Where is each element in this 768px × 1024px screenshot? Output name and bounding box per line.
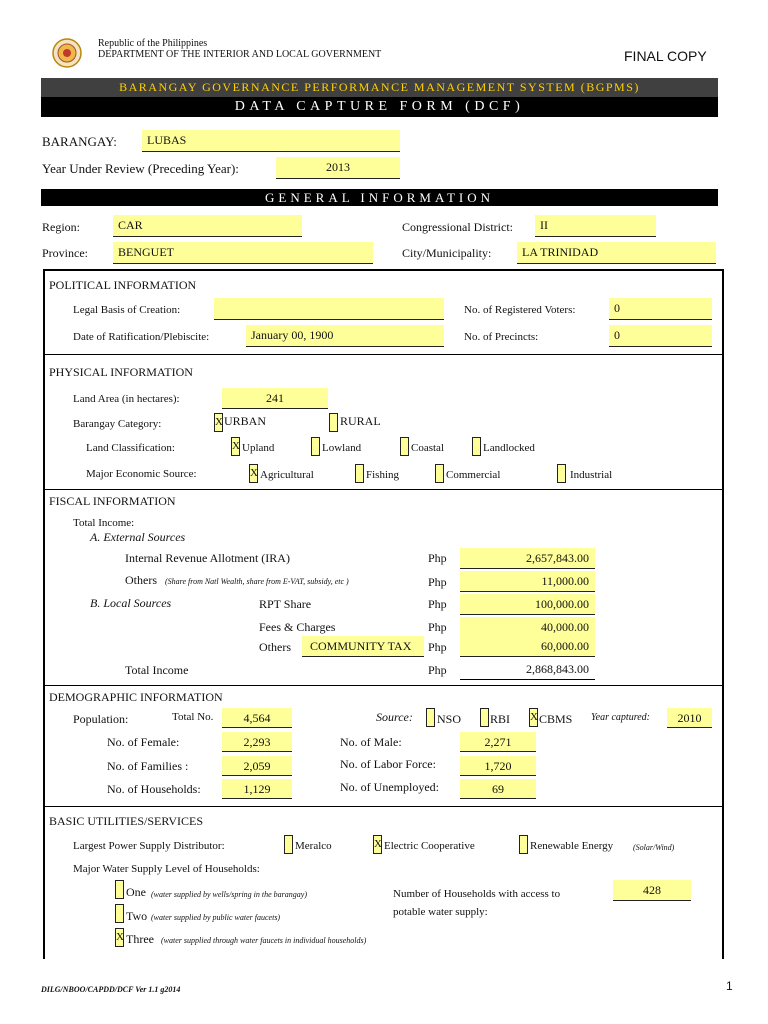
divider [43,354,724,355]
households-label: No. of Households: [107,782,201,796]
others-label: Others [125,573,157,587]
water-level-one-checkbox[interactable] [115,880,124,899]
industrial-label: Industrial [570,469,613,481]
fiscal-section-title: FISCAL INFORMATION [49,494,176,508]
commercial-checkbox[interactable] [435,464,444,483]
rbi-label: RBI [490,712,511,726]
coastal-checkbox[interactable] [400,437,409,456]
cbms-label: CBMS [539,712,573,726]
district-field[interactable]: II [535,215,656,237]
rural-label: RURAL [340,414,381,428]
land-class-label: Land Classification: [86,442,175,454]
rural-checkbox[interactable] [329,413,338,432]
district-label: Congressional District: [402,220,513,234]
physical-section-title: PHYSICAL INFORMATION [49,365,193,379]
community-tax-field[interactable]: COMMUNITY TAX [302,636,424,657]
cbms-checkbox[interactable]: X [529,708,538,727]
voters-label: No. of Registered Voters: [464,304,576,316]
city-label: City/Municipality: [402,246,492,260]
water-level-three-note: (water supplied through water faucets in individual households) [161,936,367,945]
water-level-three-label: Three [126,932,154,946]
water-level-two-checkbox[interactable] [115,904,124,923]
labor-force-field[interactable]: 1,720 [460,756,536,776]
others-note: (Share from Natl Wealth, share from E-VAT, subsidy, etc ) [165,577,349,586]
dcf-title: DATA CAPTURE FORM (DCF) [234,99,525,114]
water-supply-label: Major Water Supply Level of Households: [73,863,260,875]
php-label: Php [428,620,447,634]
urban-checkbox[interactable]: X [214,413,223,432]
year-field[interactable]: 2013 [276,157,400,179]
water-level-one-note: (water supplied by wells/spring in the barangay) [151,890,307,899]
php-label: Php [428,597,447,611]
families-label: No. of Families : [107,759,189,773]
page-number: 1 [726,979,733,993]
dilg-seal-icon [52,38,82,68]
land-area-field[interactable]: 241 [222,388,328,409]
lowland-label: Lowland [322,442,362,454]
barangay-field[interactable]: LUBAS [142,130,400,152]
region-label: Region: [42,220,80,234]
rpt-label: RPT Share [259,597,312,611]
total-population-field[interactable]: 4,564 [222,708,292,728]
utilities-section-title: BASIC UTILITIES/SERVICES [49,814,204,828]
general-info-title: GENERAL INFORMATION [265,190,494,205]
voters-field[interactable]: 0 [609,298,712,320]
fees-label: Fees & Charges [259,620,336,634]
category-label: Barangay Category: [73,418,162,430]
ratification-label: Date of Ratification/Plebiscite: [73,331,210,343]
coastal-label: Coastal [411,442,444,454]
bgpms-title: BARANGAY GOVERNANCE PERFORMANCE MANAGEMENT SYSTEM (BGPMS) [119,80,640,94]
renewable-note: (Solar/Wind) [633,843,675,852]
divider [43,685,724,686]
footer-code: DILG/NBOO/CAPDD/DCF Ver 1.1 g2014 [41,985,181,994]
ratification-field[interactable]: January 00, 1900 [246,325,444,347]
lowland-checkbox[interactable] [311,437,320,456]
total-income-label: Total Income [125,663,189,677]
landlocked-label: Landlocked [483,442,535,454]
rpt-field[interactable]: 100,000.00 [460,594,595,615]
demographic-section-title: DEMOGRAPHIC INFORMATION [49,690,223,704]
divider [43,489,724,490]
agricultural-label: Agricultural [260,469,314,481]
land-area-label: Land Area (in hectares): [73,393,180,405]
male-label: No. of Male: [340,735,402,749]
fishing-checkbox[interactable] [355,464,364,483]
year-captured-label: Year captured: [591,712,650,723]
water-level-three-checkbox[interactable]: X [115,928,124,947]
final-copy-label: FINAL COPY [624,48,707,64]
ira-field[interactable]: 2,657,843.00 [460,548,595,569]
population-label: Population: [73,712,129,726]
nso-checkbox[interactable] [426,708,435,727]
php-label: Php [428,575,447,589]
electric-coop-checkbox[interactable]: X [373,835,382,854]
agricultural-checkbox[interactable]: X [249,464,258,483]
political-section-title: POLITICAL INFORMATION [49,278,197,292]
upland-label: Upland [242,442,275,454]
landlocked-checkbox[interactable] [472,437,481,456]
total-no-label: Total No. [172,711,214,723]
electric-coop-label: Electric Cooperative [384,840,475,852]
nso-label: NSO [437,712,462,726]
others2-label: Others [259,640,291,654]
barangay-label: BARANGAY: [42,134,117,149]
department-text: DEPARTMENT OF THE INTERIOR AND LOCAL GOVERNMENT [98,49,382,60]
rbi-checkbox[interactable] [480,708,489,727]
legal-basis-field[interactable] [214,298,444,320]
water-level-one-label: One [126,885,146,899]
php-label: Php [428,640,447,654]
others2-field[interactable]: 60,000.00 [460,636,595,657]
potable-water-field[interactable]: 428 [613,880,691,901]
male-field[interactable]: 2,271 [460,732,536,752]
unemployed-field[interactable]: 69 [460,779,536,799]
meralco-label: Meralco [295,840,332,852]
labor-force-label: No. of Labor Force: [340,757,436,771]
province-label: Province: [42,246,88,260]
renewable-label: Renewable Energy [530,840,614,852]
urban-label: URBAN [224,414,267,428]
families-field[interactable]: 2,059 [222,756,292,776]
upland-checkbox[interactable]: X [231,437,240,456]
region-field[interactable]: CAR [113,215,302,237]
republic-text: Republic of the Philippines [98,38,208,49]
external-sources-label: A. External Sources [90,530,186,544]
econ-source-label: Major Economic Source: [86,468,197,480]
female-field[interactable]: 2,293 [222,732,292,752]
source-label: Source: [376,710,413,724]
commercial-label: Commercial [446,469,501,481]
divider [43,806,724,807]
fishing-label: Fishing [366,469,400,481]
php-label: Php [428,551,447,565]
city-field[interactable]: LA TRINIDAD [517,242,716,264]
legal-basis-label: Legal Basis of Creation: [73,304,181,316]
total-income-value: 2,868,843.00 [460,660,595,680]
total-income-heading: Total Income: [73,517,135,529]
others-field[interactable]: 11,000.00 [460,571,595,592]
year-label: Year Under Review (Preceding Year): [42,161,239,176]
potable-label-line2: potable water supply: [393,906,488,918]
ira-label: Internal Revenue Allotment (IRA) [125,551,290,565]
local-sources-label: B. Local Sources [90,596,172,610]
province-field[interactable]: BENGUET [113,242,373,264]
water-level-two-label: Two [126,909,148,923]
year-captured-field[interactable]: 2010 [667,708,712,728]
power-distributor-label: Largest Power Supply Distributor: [73,840,225,852]
water-level-two-note: (water supplied by public water faucets) [151,913,281,922]
php-label: Php [428,663,447,677]
industrial-checkbox[interactable] [557,464,566,483]
precincts-field[interactable]: 0 [609,325,712,347]
households-field[interactable]: 1,129 [222,779,292,799]
precincts-label: No. of Precincts: [464,331,539,343]
unemployed-label: No. of Unemployed: [340,780,439,794]
fees-field[interactable]: 40,000.00 [460,617,595,638]
potable-label-line1: Number of Households with access to [393,888,561,900]
female-label: No. of Female: [107,735,180,749]
meralco-checkbox[interactable] [284,835,293,854]
renewable-checkbox[interactable] [519,835,528,854]
